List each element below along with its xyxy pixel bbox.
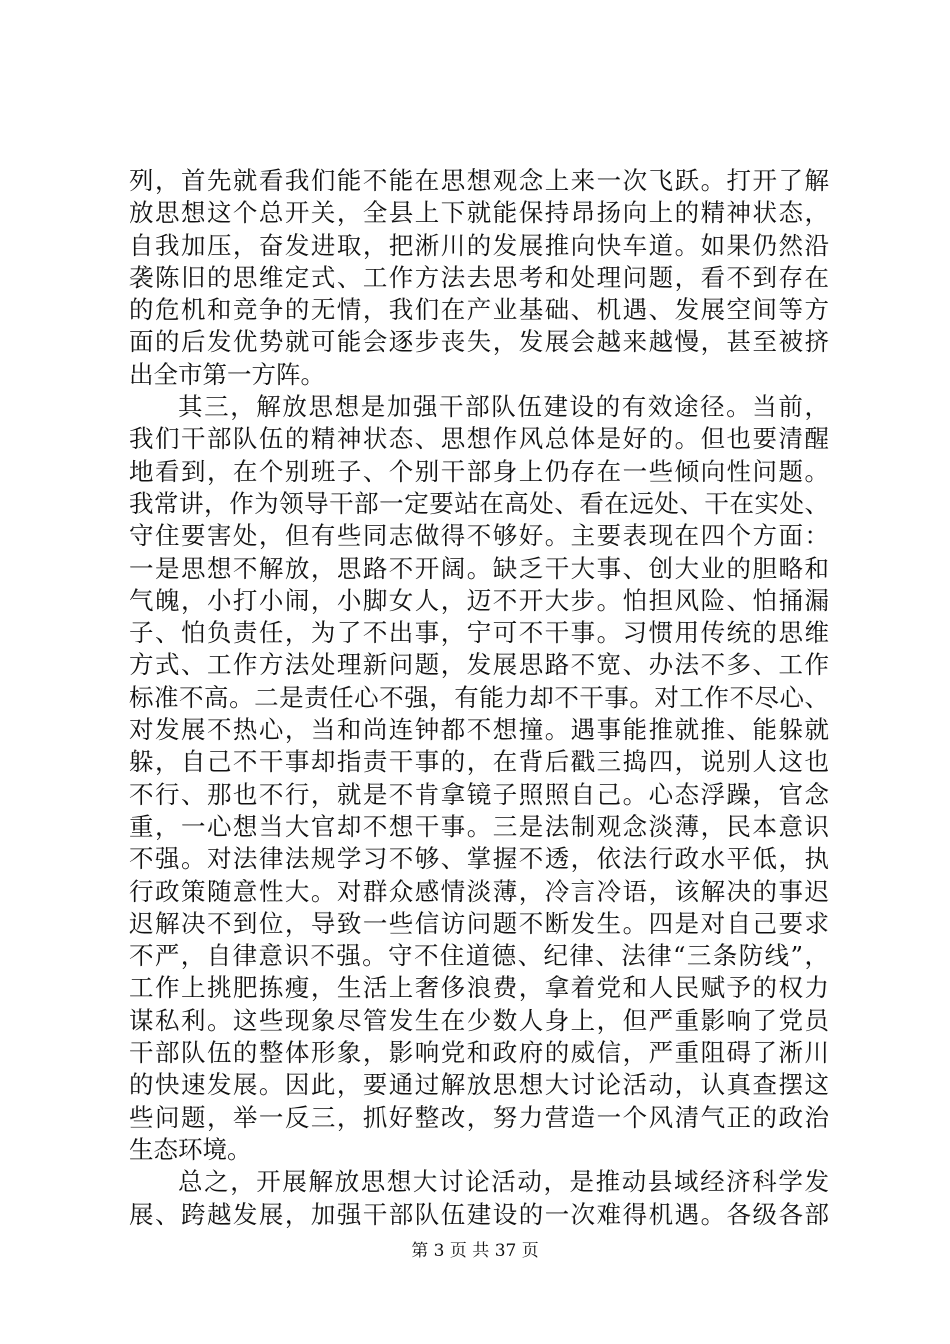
- text-line: 不行、那也不行，就是不肯拿镜子照照自己。心态浮躁，官念: [129, 779, 829, 809]
- text-line: 标准不高。二是责任心不强，有能力却不干事。对工作不尽心、: [129, 682, 829, 712]
- text-line: 些问题，举一反三，抓好整改，努力营造一个风清气正的政治: [129, 1102, 829, 1132]
- text-line: 重，一心想当大官却不想干事。三是法制观念淡薄，民本意识: [129, 811, 829, 841]
- text-line: 展、跨越发展，加强干部队伍建设的一次难得机遇。各级各部: [129, 1199, 829, 1229]
- text-line: 躲，自己不干事却指责干事的，在背后戳三捣四，说别人这也: [129, 747, 829, 777]
- text-line: 的快速发展。因此，要通过解放思想大讨论活动，认真查摆这: [129, 1070, 829, 1100]
- paragraph-start-line: 总之，开展解放思想大讨论活动，是推动县域经济科学发: [178, 1167, 829, 1197]
- text-line: 不强。对法律法规学习不够、掌握不透，依法行政水平低，执: [129, 844, 829, 874]
- text-line: 自我加压，奋发进取，把淅川的发展推向快车道。如果仍然沿: [129, 230, 829, 260]
- page-number-footer: 第 3 页 共 37 页: [411, 1241, 539, 1261]
- text-line: 我们干部队伍的精神状态、思想作风总体是好的。但也要清醒: [129, 424, 829, 454]
- text-line: 气魄，小打小闹，小脚女人，迈不开大步。怕担风险、怕捅漏: [129, 585, 829, 615]
- text-line: 工作上挑肥拣瘦，生活上奢侈浪费，拿着党和人民赋予的权力: [129, 973, 829, 1003]
- text-line: 子、怕负责任，为了不出事，宁可不干事。习惯用传统的思维: [129, 618, 829, 648]
- text-line: 袭陈旧的思维定式、工作方法去思考和处理问题，看不到存在: [129, 262, 829, 292]
- text-line: 不严，自律意识不强。守不住道德、纪律、法律“三条防线”，: [129, 941, 829, 971]
- text-line: 守住要害处，但有些同志做得不够好。主要表现在四个方面：: [129, 521, 829, 551]
- text-line: 对发展不热心，当和尚连钟都不想撞。遇事能推就推、能躲就: [129, 715, 829, 745]
- text-line: 干部队伍的整体形象，影响党和政府的威信，严重阻碍了淅川: [129, 1038, 829, 1068]
- text-line: 我常讲，作为领导干部一定要站在高处、看在远处、干在实处、: [129, 488, 829, 518]
- text-line: 行政策随意性大。对群众感情淡薄，冷言冷语，该解决的事迟: [129, 876, 829, 906]
- text-line: 面的后发优势就可能会逐步丧失，发展会越来越慢，甚至被挤: [129, 327, 829, 357]
- text-line: 谋私利。这些现象尽管发生在少数人身上，但严重影响了党员: [129, 1005, 829, 1035]
- text-line: 列，首先就看我们能不能在思想观念上来一次飞跃。打开了解: [129, 166, 829, 195]
- document-body: [129, 165, 829, 1231]
- text-line: 地看到，在个别班子、个别干部身上仍存在一些倾向性问题。: [129, 456, 829, 486]
- paragraph-start-line: 其三，解放思想是加强干部队伍建设的有效途径。当前，: [178, 392, 829, 422]
- text-line: 生态环境。: [129, 1134, 252, 1164]
- text-line: 一是思想不解放，思路不开阔。缺乏干大事、创大业的胆略和: [129, 553, 829, 583]
- text-line: 迟解决不到位，导致一些信访问题不断发生。四是对自己要求: [129, 908, 829, 938]
- text-line: 出全市第一方阵。: [129, 359, 325, 389]
- text-line: 的危机和竞争的无情，我们在产业基础、机遇、发展空间等方: [129, 295, 829, 325]
- text-line: 放思想这个总开关，全县上下就能保持昂扬向上的精神状态，: [129, 198, 829, 228]
- text-line: 方式、工作方法处理新问题，发展思路不宽、办法不多、工作: [129, 650, 829, 680]
